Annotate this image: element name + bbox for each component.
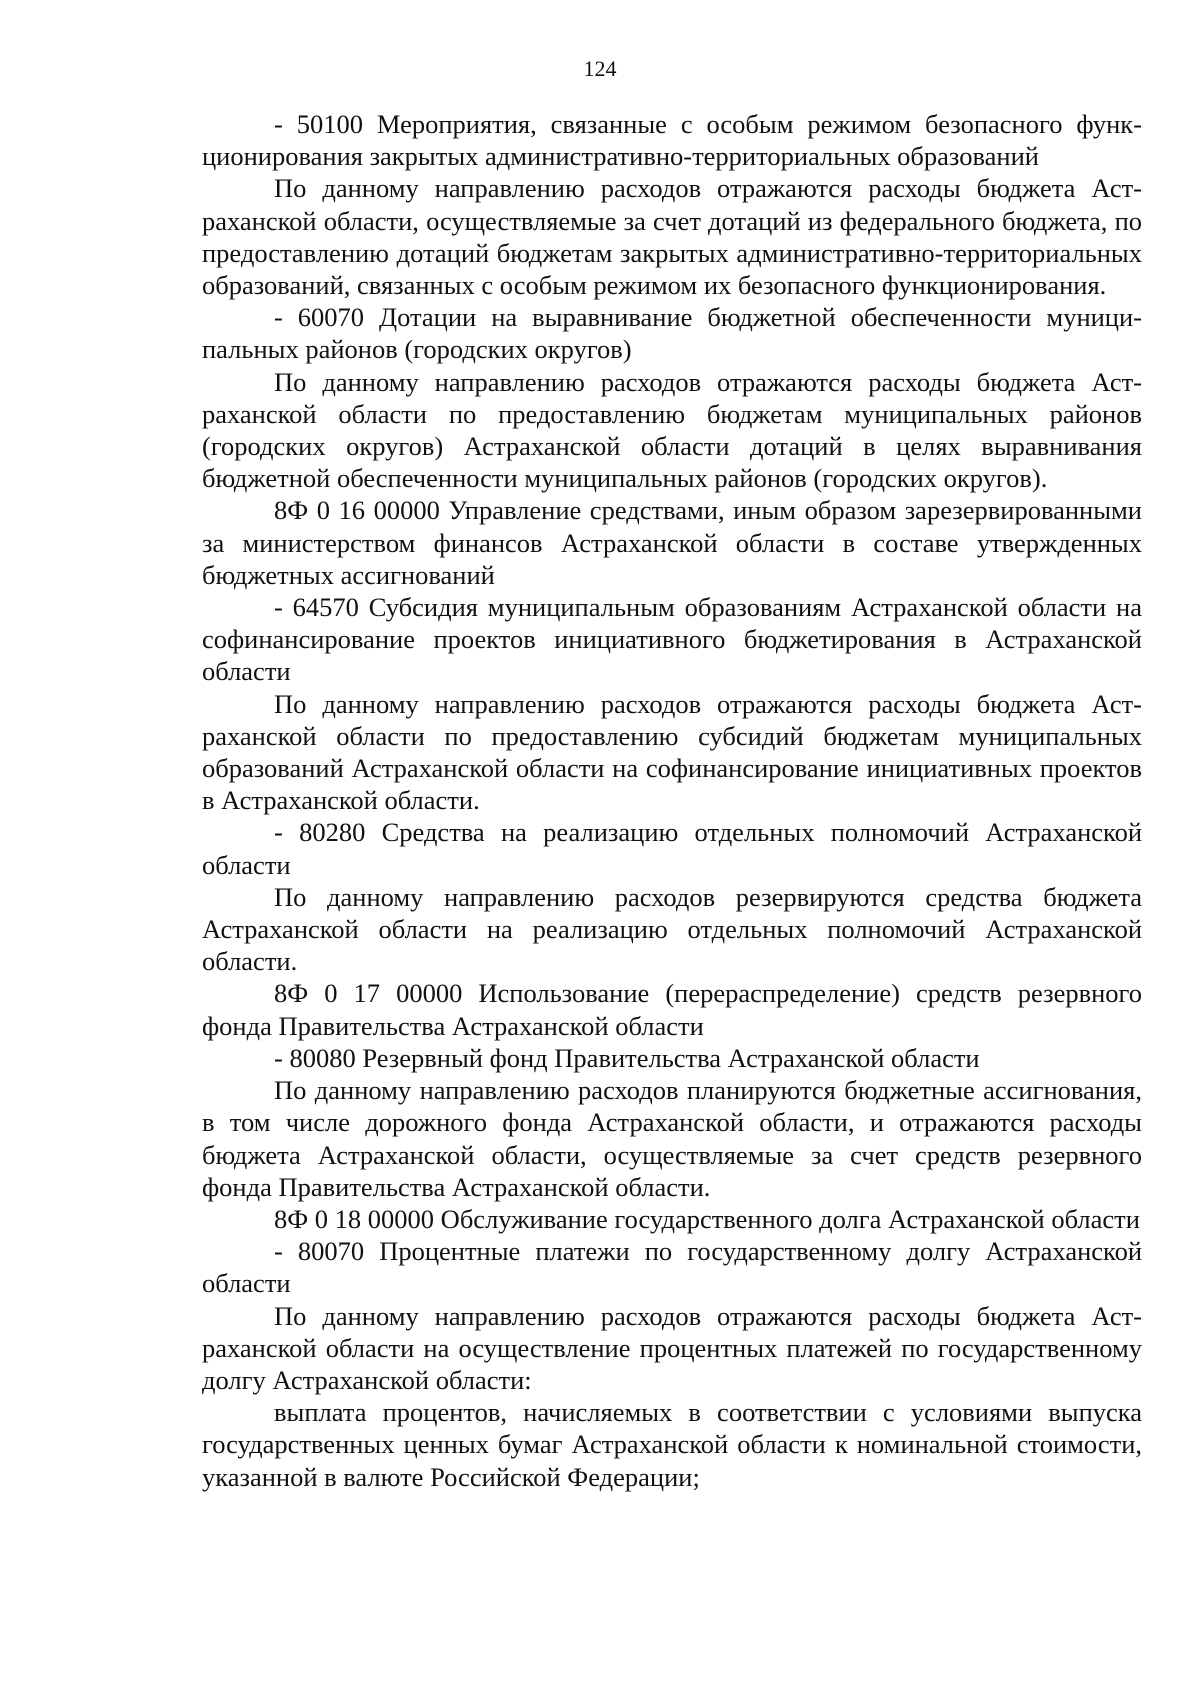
document-body <box>202 108 1142 1493</box>
paragraph: - 80080 Резервный фонд Правительства Астраханской области <box>274 1042 980 1073</box>
paragraph: По данному направлению расходов резервируются средства бюджета Астраханской области на реализацию отдельных полномочий Астраханской области. <box>202 881 1142 977</box>
paragraph: По данному направлению расходов отражаются расходы бюджета Астраханской области по предоставлению бюджетам муниципальных районов (городских округов) Астраханской области дотаций в целях выравнивания бюджетной обеспеченности муниципальных районов (городских округов). <box>202 366 1142 494</box>
paragraph: По данному направлению расходов отражаются расходы бюджета Астраханской области, осуществляемые за счет дотаций из федерального бюджета, по предоставлению дотаций бюджетам закрытых административно-территориальных образований, связанных с особым режимом их безопасного функционирования. <box>202 173 1142 301</box>
paragraph: По данному направлению расходов отражаются расходы бюджета Астраханской области по предоставлению субсидий бюджетам муниципальных образований Астраханской области на софинансирование инициативных проектов в Астраханской области. <box>202 688 1142 816</box>
paragraph: - 80070 Процентные платежи по государственному долгу Астраханской области <box>202 1236 1142 1299</box>
paragraph: выплата процентов, начисляемых в соответствии с условиями выпуска государственных ценных бумаг Астраханской области к номинальной стоимости, указанной в валюте Российской Федерации; <box>202 1397 1142 1492</box>
paragraph: 8Ф 0 18 00000 Обслуживание государственного долга Астраханской области <box>274 1203 1140 1234</box>
paragraph: По данному направлению расходов планируются бюджетные ассигнования, в том числе дорожного фонда Астраханской области, и отражаются расходы бюджета Астраханской области, осуществляемые за счет средств резервного фонда Правительства Астраханской области. <box>202 1075 1142 1202</box>
page-number: 124 <box>583 56 617 81</box>
paragraph: - 60070 Дотации на выравнивание бюджетной обеспеченности муниципальных районов (городских округов) <box>202 302 1142 365</box>
paragraph: - 80280 Средства на реализацию отдельных полномочий Астраханской области <box>202 817 1142 880</box>
paragraph: - 64570 Субсидия муниципальным образованиям Астраханской области на софинансирование проектов инициативного бюджетирования в Астраханской области <box>202 592 1142 687</box>
paragraph: 8Ф 0 17 00000 Использование (перераспределение) средств резервного фонда Правительства Астраханской области <box>202 978 1142 1041</box>
paragraph: - 50100 Мероприятия, связанные с особым режимом безопасного функционирования закрытых административно-территориальных образований <box>202 109 1142 172</box>
paragraph: 8Ф 0 16 00000 Управление средствами, иным образом зарезервированными за министерством финансов Астраханской области в составе утвержденных бюджетных ассигнований <box>202 495 1142 590</box>
paragraph: По данному направлению расходов отражаются расходы бюджета Астраханской области на осуществление процентных платежей по государственному долгу Астраханской области: <box>202 1300 1142 1395</box>
